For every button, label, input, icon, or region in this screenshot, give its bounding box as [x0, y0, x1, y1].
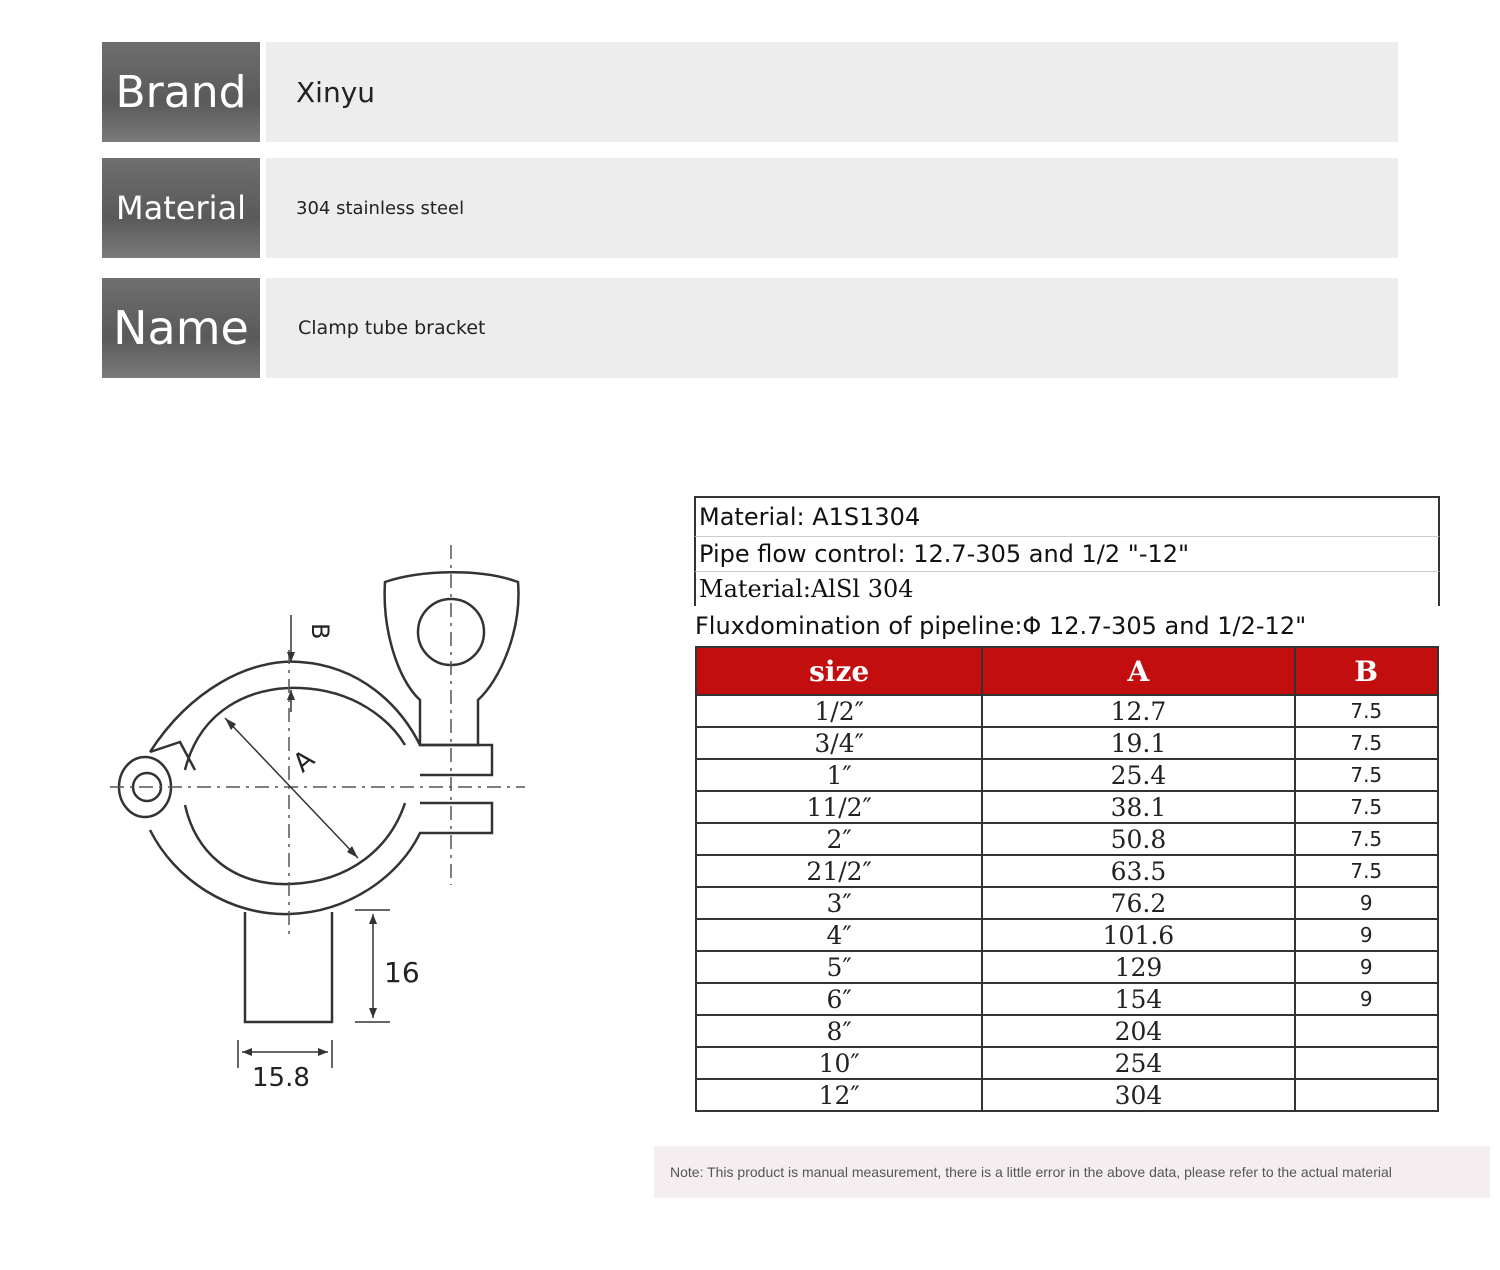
spec-label-brand: Brand [102, 42, 260, 142]
cell-b: 9 [1295, 983, 1438, 1015]
table-row [696, 983, 1438, 1015]
cell-a: 204 [982, 1015, 1294, 1047]
cell-b: 7.5 [1295, 855, 1438, 887]
cell-a: 50.8 [982, 823, 1294, 855]
cell-b: 9 [1295, 887, 1438, 919]
cell-size: 1″ [696, 759, 982, 791]
cell-b: 9 [1295, 919, 1438, 951]
column-header-a: A [982, 647, 1294, 695]
cell-size: 11/2″ [696, 791, 982, 823]
dimension-label-width: 15.8 [252, 1063, 310, 1093]
cell-size: 10″ [696, 1047, 982, 1079]
cell-b [1295, 1015, 1438, 1047]
table-row [696, 727, 1438, 759]
spec-row-name [102, 278, 1398, 378]
spec-value-material: 304 stainless steel [266, 158, 1398, 258]
material-line-alt: Material:AlSl 304 [694, 571, 1440, 606]
cell-b: 9 [1295, 951, 1438, 983]
table-row [696, 951, 1438, 983]
cell-size: 1/2″ [696, 695, 982, 727]
cell-b: 7.5 [1295, 759, 1438, 791]
cell-size: 8″ [696, 1015, 982, 1047]
cell-a: 76.2 [982, 887, 1294, 919]
table-row [696, 855, 1438, 887]
table-row [696, 823, 1438, 855]
spec-row-brand [102, 42, 1398, 142]
table-row [696, 1079, 1438, 1111]
cell-b: 7.5 [1295, 727, 1438, 759]
cell-size: 6″ [696, 983, 982, 1015]
material-line: Material: A1S1304 [694, 496, 1440, 536]
size-table-block [694, 496, 1440, 1112]
size-table-header [696, 647, 1438, 695]
cell-size: 3″ [696, 887, 982, 919]
cell-a: 38.1 [982, 791, 1294, 823]
cell-b: 7.5 [1295, 695, 1438, 727]
flux-line: Fluxdomination of pipeline:Φ 12.7-305 and 1/2-12" [695, 612, 1307, 640]
cell-b: 7.5 [1295, 823, 1438, 855]
spec-row-material [102, 158, 1398, 258]
cell-size: 3/4″ [696, 727, 982, 759]
cell-size: 21/2″ [696, 855, 982, 887]
table-row [696, 887, 1438, 919]
cell-b: 7.5 [1295, 791, 1438, 823]
cell-a: 129 [982, 951, 1294, 983]
cell-b [1295, 1079, 1438, 1111]
table-row [696, 791, 1438, 823]
cell-a: 254 [982, 1047, 1294, 1079]
spec-value-brand: Xinyu [266, 42, 1398, 142]
table-row [696, 759, 1438, 791]
table-row [696, 919, 1438, 951]
cell-a: 154 [982, 983, 1294, 1015]
dimension-label-height: 16 [384, 956, 420, 989]
cell-a: 25.4 [982, 759, 1294, 791]
spec-value-name: Clamp tube bracket [266, 278, 1398, 378]
cell-size: 5″ [696, 951, 982, 983]
column-header-b: B [1295, 647, 1438, 695]
spec-label-material: Material [102, 158, 260, 258]
cell-a: 101.6 [982, 919, 1294, 951]
table-row [696, 1015, 1438, 1047]
cell-size: 4″ [696, 919, 982, 951]
cell-a: 63.5 [982, 855, 1294, 887]
measurement-note: Note: This product is manual measurement, there is a little error in the above data, please refer to the actual material [654, 1146, 1490, 1198]
pipe-flow-line: Pipe flow control: 12.7-305 and 1/2 "-12" [694, 536, 1440, 571]
cell-a: 19.1 [982, 727, 1294, 759]
dimension-label-b: B [306, 623, 334, 640]
size-table [695, 646, 1439, 1112]
cell-a: 304 [982, 1079, 1294, 1111]
cell-b [1295, 1047, 1438, 1079]
clamp-technical-drawing [90, 530, 650, 1130]
table-row [696, 695, 1438, 727]
table-row [696, 1047, 1438, 1079]
cell-size: 12″ [696, 1079, 982, 1111]
spec-label-name: Name [102, 278, 260, 378]
cell-size: 2″ [696, 823, 982, 855]
cell-a: 12.7 [982, 695, 1294, 727]
dimension-label-a: A [287, 744, 321, 779]
column-header-size: size [696, 647, 982, 695]
